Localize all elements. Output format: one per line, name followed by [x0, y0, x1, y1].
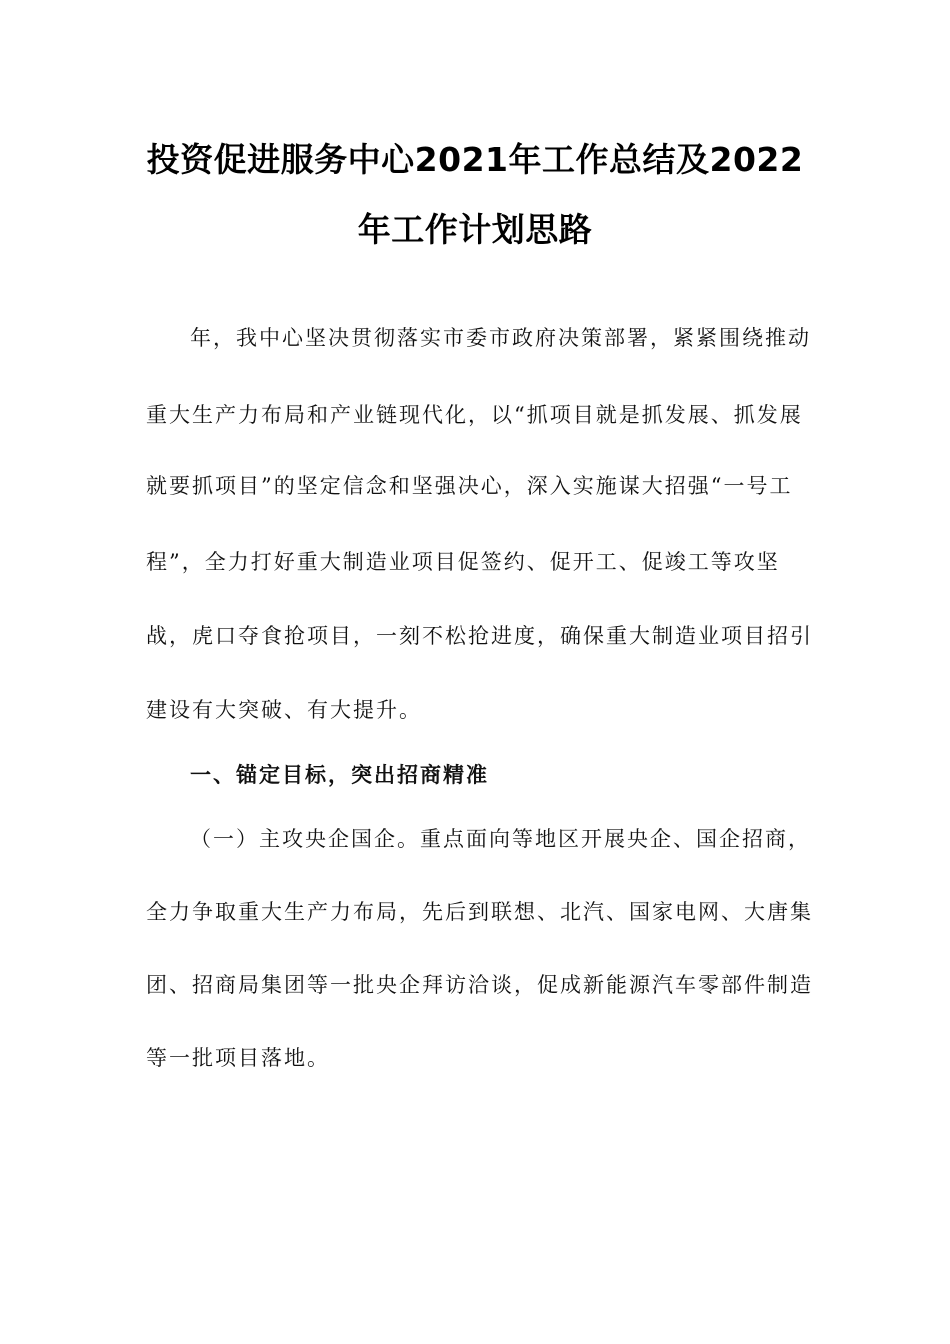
subsection-paragraph-line: 等一批项目落地。: [146, 1046, 330, 1070]
intro-paragraph-line: 就要抓项目”的坚定信念和坚强决心，深入实施谋大招强“一号工: [146, 474, 793, 498]
subsection-paragraph-line: （一）主攻央企国企。重点面向等地区开展央企、国企招商，: [190, 827, 811, 851]
document-title-line-2: 年工作计划思路: [357, 210, 593, 249]
intro-paragraph-line: 年，我中心坚决贯彻落实市委市政府决策部署，紧紧围绕推动: [190, 326, 811, 350]
document-title-line-1: 投资促进服务中心2021年工作总结及2022: [146, 140, 804, 179]
intro-paragraph-line: 战，虎口夺食抢项目，一刻不松抢进度，确保重大制造业项目招引: [146, 624, 813, 648]
intro-paragraph-line: 建设有大突破、有大提升。: [146, 698, 422, 722]
subsection-paragraph-line: 全力争取重大生产力布局，先后到联想、北汽、国家电网、大唐集: [146, 900, 813, 924]
intro-paragraph-line: 程”，全力打好重大制造业项目促签约、促开工、促竣工等攻坚: [146, 550, 780, 574]
section-heading: 一、锚定目标，突出招商精准: [190, 763, 489, 787]
intro-paragraph-line: 重大生产力布局和产业链现代化，以“抓项目就是抓发展、抓发展: [146, 403, 803, 427]
subsection-paragraph-line: 团、招商局集团等一批央企拜访洽谈，促成新能源汽车零部件制造: [146, 973, 813, 997]
